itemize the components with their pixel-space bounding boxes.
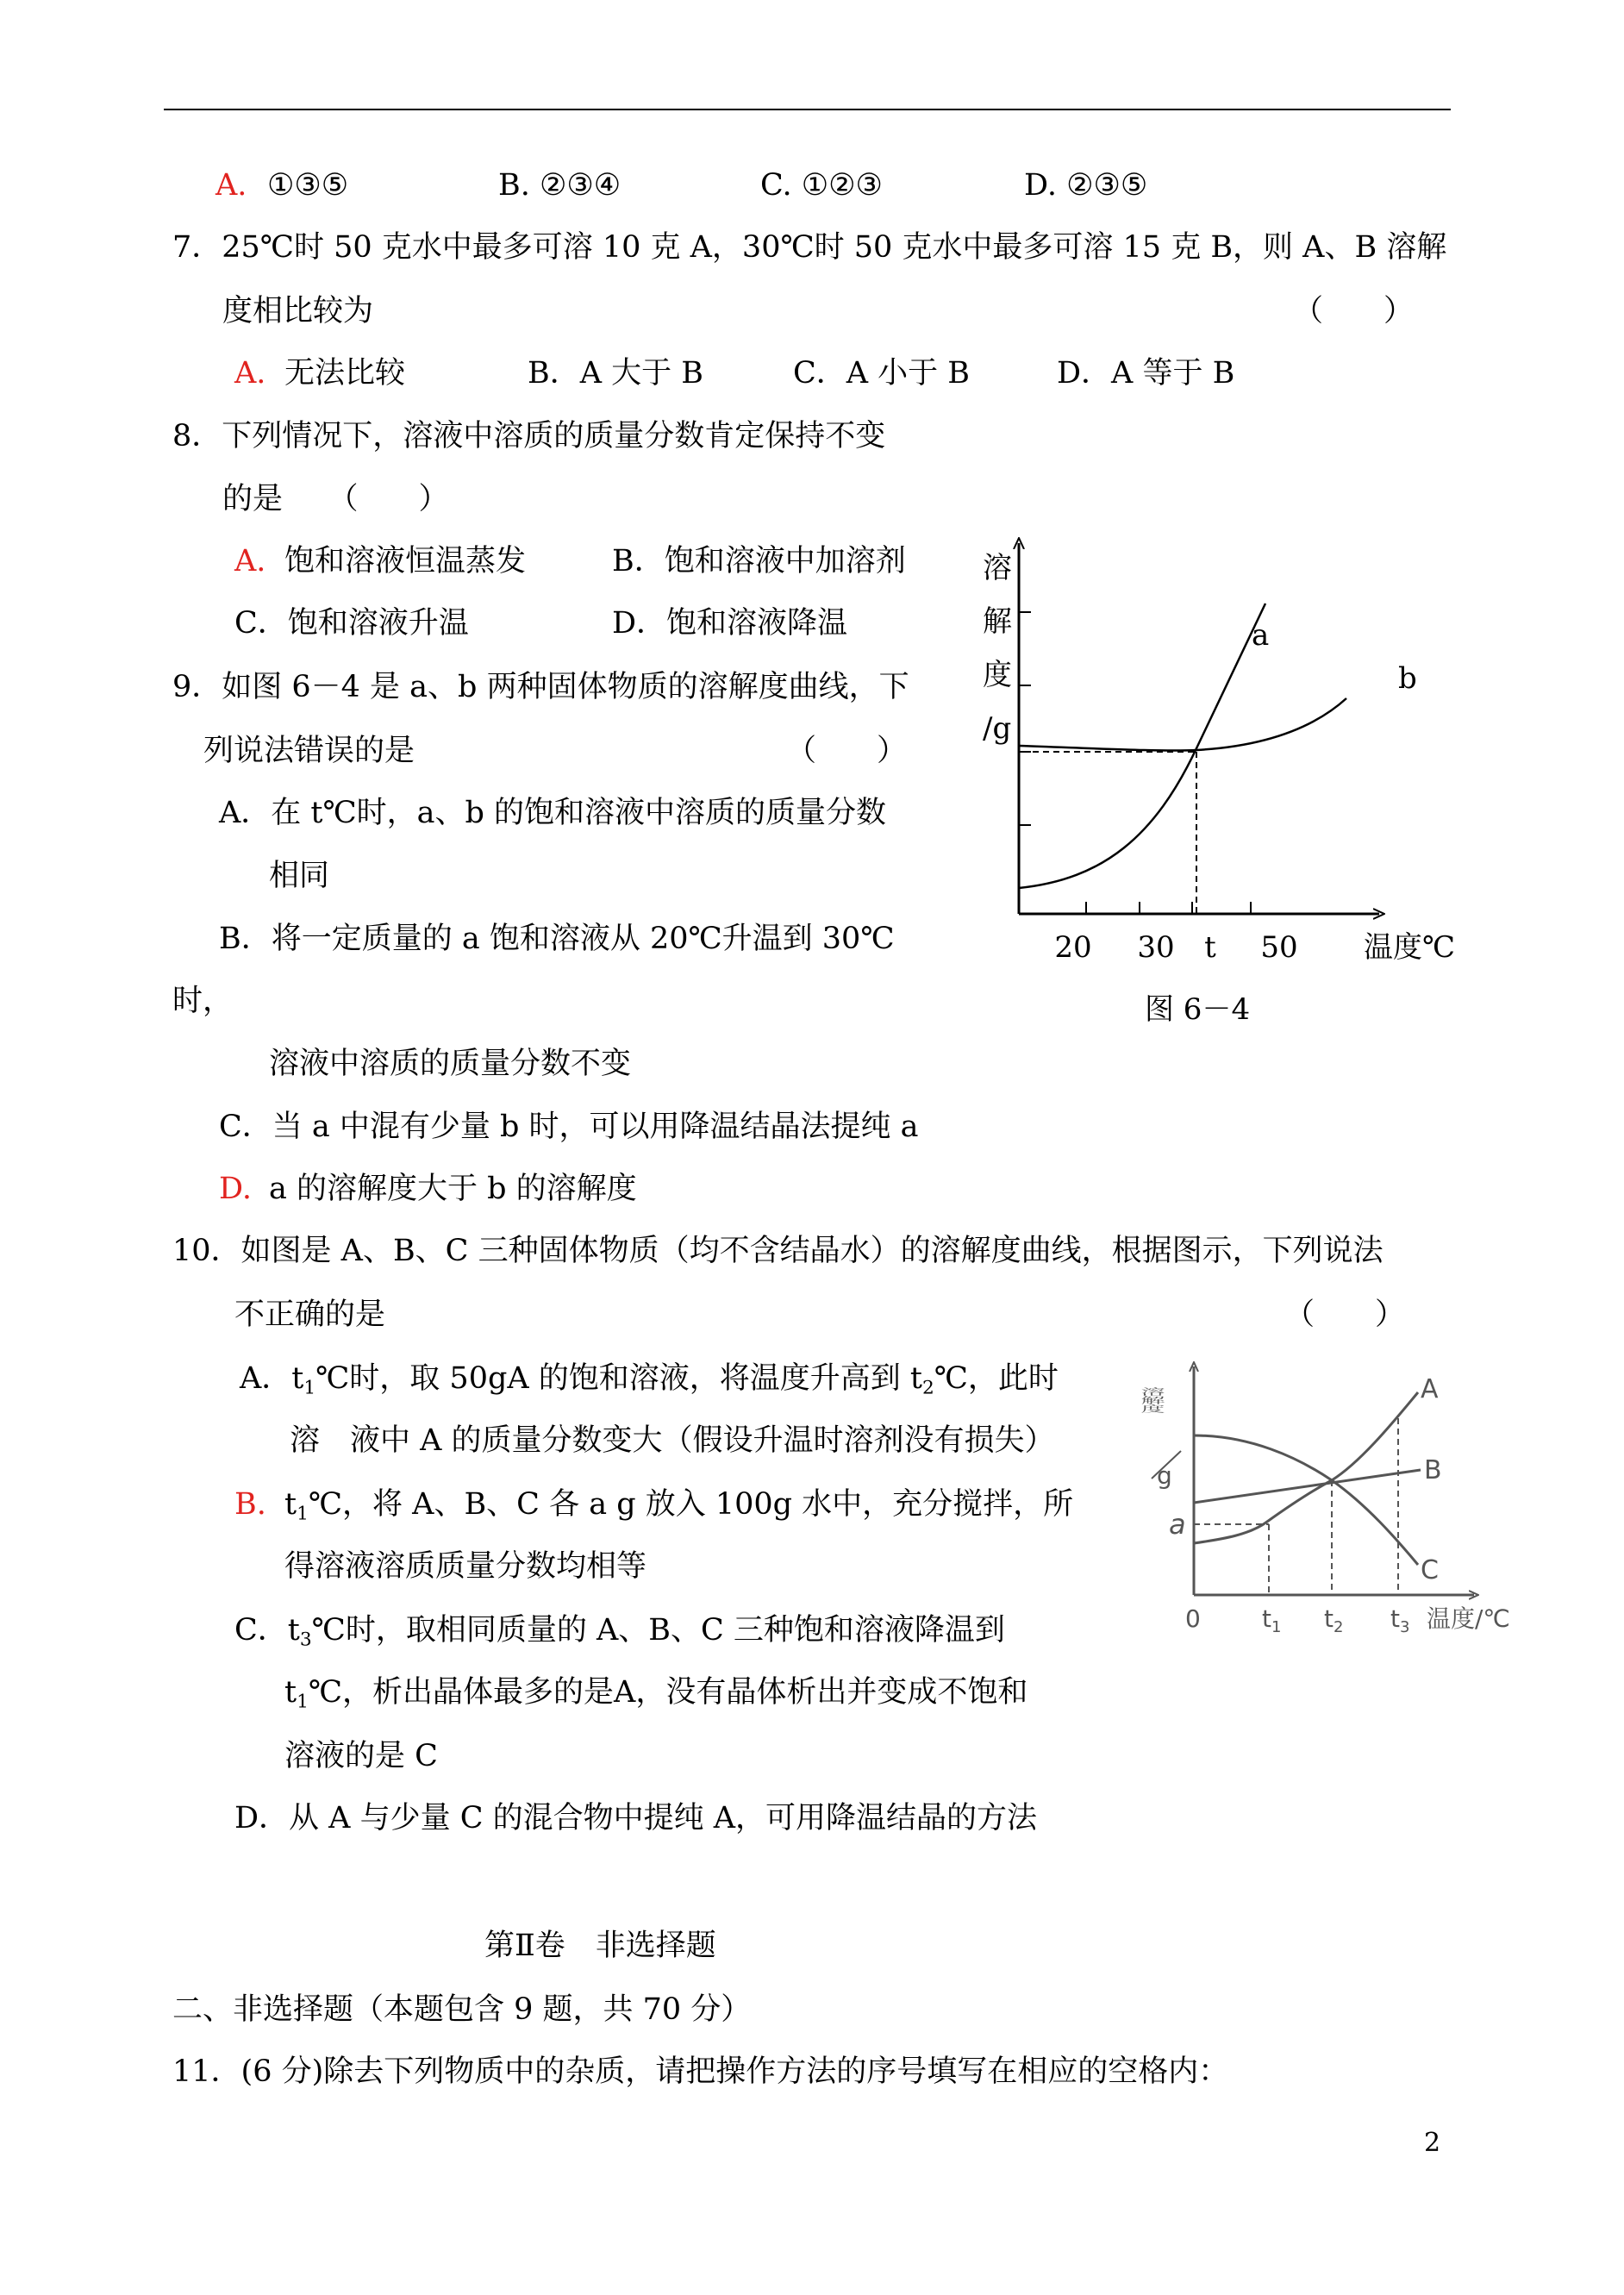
q9-option-b-line2: 时，: [172, 984, 234, 1018]
q10-option-a-line2: 溶 液中 A 的质量分数变大（假设升温时溶剂没有损失）: [290, 1423, 1055, 1458]
q6-option-a-letter: A.: [215, 168, 247, 203]
figure-abc-solubility-chart: [1137, 1358, 1526, 1642]
q10-option-b-line2: 得溶液溶质质量分数均相等: [284, 1549, 647, 1584]
curve-A: [1194, 1392, 1418, 1543]
q8-option-d: D．饱和溶液降温: [612, 606, 848, 641]
q6-option-a: ①③⑤: [267, 168, 349, 203]
y-axis-label-char: 溶: [983, 551, 1012, 585]
q10-option-c-line2: $t_1℃$，析出晶体最多的是A，没有晶体析出并变成不饱和: [284, 1675, 1028, 1713]
q7-stem-line2: 度相比较为: [222, 294, 374, 328]
q6-option-d: D. ②③⑤: [1024, 168, 1148, 203]
x-tick-label: 30: [1137, 930, 1175, 965]
x-tick-label: $t_2$: [1324, 1604, 1344, 1636]
x-tick-label: 50: [1260, 930, 1298, 965]
curve-C: [1194, 1435, 1418, 1565]
q9-stem-line2: 列说法错误的是: [203, 734, 415, 768]
q10-answer-paren: （ ）: [1284, 1298, 1406, 1332]
q10-option-c-line3: 溶液的是 C: [284, 1739, 438, 1773]
q7-option-a-letter: A.: [234, 356, 266, 391]
figure-6-4-solubility-chart: [965, 526, 1465, 1043]
q9-option-b-line1: B．将一定质量的 a 饱和溶液从 20℃升温到 30℃: [219, 922, 895, 956]
y-mark-a: a: [1169, 1508, 1186, 1541]
curve-a: [1019, 603, 1265, 888]
y-axis-label: 溶解度: [1137, 1387, 1166, 1460]
header-rule: [164, 109, 1451, 110]
q9-option-c: C．当 a 中混有少量 b 时，可以用降温结晶法提纯 a: [219, 1110, 919, 1144]
curve-A-label: A: [1421, 1374, 1439, 1404]
x-axis-label: 温度℃: [1364, 930, 1456, 965]
x-tick-label: $t_1$: [1262, 1604, 1282, 1636]
y-axis-label-char: /g: [983, 711, 1012, 746]
section-2-heading: 二、非选择题（本题包含 9 题，共 70 分）: [172, 1992, 752, 2027]
x-tick-label: $t_3$: [1390, 1604, 1410, 1636]
q9-option-a-line1: A．在 t℃时，a、b 的饱和溶液中溶质的质量分数: [219, 796, 887, 830]
curve-B: [1194, 1470, 1421, 1503]
figure-caption: 图 6－4: [1145, 992, 1251, 1027]
q9-option-a-line2: 相同: [269, 859, 330, 893]
y-axis-unit: g: [1157, 1461, 1172, 1490]
q9-option-d: a 的溶解度大于 b 的溶解度: [269, 1172, 637, 1206]
q9-option-d-letter: D.: [219, 1172, 252, 1206]
x-axis-label: 温度/℃: [1427, 1604, 1510, 1633]
section-2-title: 第Ⅱ卷 非选择题: [484, 1929, 716, 1963]
y-axis-label-char: 度: [983, 658, 1012, 692]
y-axis-label-char: 解: [983, 604, 1012, 639]
curve-a-label: a: [1252, 618, 1270, 653]
q10-option-b-letter: B.: [234, 1487, 266, 1522]
q6-option-c: C. ①②③: [760, 168, 883, 203]
q10-option-d: D．从 A 与少量 C 的混合物中提纯 A，可用降温结晶的方法: [234, 1801, 1038, 1835]
q9-option-b-line3: 溶液中溶质的质量分数不变: [269, 1047, 632, 1081]
q9-stem-line1: 9．如图 6－4 是 a、b 两种固体物质的溶解度曲线，下: [172, 670, 909, 704]
q7-option-c: C．A 小于 B: [793, 356, 971, 391]
curve-b: [1019, 698, 1346, 751]
q10-stem-line2: 不正确的是: [234, 1298, 386, 1332]
q10-option-c-line1: C．$t_3℃$时，取相同质量的 A、B、C 三种饱和溶液降温到: [234, 1613, 1005, 1651]
q6-option-b: B. ②③④: [498, 168, 621, 203]
q11-stem: 11．(6 分)除去下列物质中的杂质，请把操作方法的序号填写在相应的空格内：: [172, 2054, 1229, 2089]
q8-option-b: B．饱和溶液中加溶剂: [612, 544, 906, 578]
q10-option-b-line1: $t_1℃$，将 A、B、C 各 a g 放入 100g 水中，充分搅拌，所: [284, 1487, 1074, 1525]
curve-b-label: b: [1398, 661, 1417, 696]
q7-option-d: D．A 等于 B: [1057, 356, 1235, 391]
q8-option-a: 饱和溶液恒温蒸发: [284, 544, 527, 578]
q8-option-c: C．饱和溶液升温: [234, 606, 469, 641]
q8-option-a-letter: A.: [234, 544, 266, 578]
origin-label: 0: [1185, 1604, 1201, 1633]
q10-stem-line1: 10．如图是 A、B、C 三种固体物质（均不含结晶水）的溶解度曲线，根据图示，下列说法: [172, 1234, 1384, 1268]
page-number: 2: [1424, 2128, 1441, 2158]
curve-C-label: C: [1421, 1555, 1439, 1585]
q8-stem-line2: 的是 （ ）: [222, 482, 449, 516]
q7-option-b: B．A 大于 B: [528, 356, 703, 391]
q8-stem-line1: 8．下列情况下，溶液中溶质的质量分数肯定保持不变: [172, 419, 886, 453]
q10-option-a-line1: A．$t_1℃$时，取 50gA 的饱和溶液，将温度升高到 $t_2℃$，此时: [240, 1361, 1059, 1399]
x-tick-label: t: [1204, 930, 1216, 965]
q7-option-a: 无法比较: [284, 356, 406, 391]
q7-stem-line1: 7．25℃时 50 克水中最多可溶 10 克 A，30℃时 50 克水中最多可溶 15 克 B，则 A、B 溶解: [172, 230, 1447, 265]
x-tick-label: 20: [1054, 930, 1092, 965]
q7-answer-paren: （ ）: [1293, 294, 1415, 328]
q9-answer-paren: （ ）: [786, 734, 908, 768]
curve-B-label: B: [1424, 1455, 1442, 1485]
